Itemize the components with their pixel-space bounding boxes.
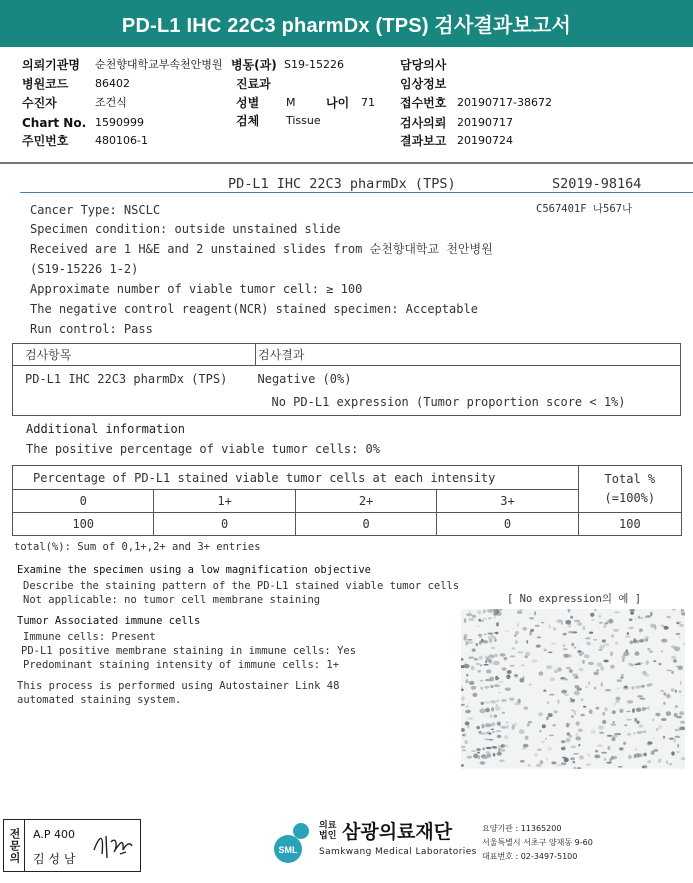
report-body (10, 172, 693, 800)
result-item: PD-L1 IHC 22C3 pharmDx (TPS) (13, 366, 256, 416)
hospital-code-value: 86402 (95, 77, 130, 90)
result-col-item-header: 검사항목 (13, 344, 256, 366)
ward-value: S19-15226 (284, 58, 344, 71)
hospital-code-label: 병원코드 (22, 77, 69, 91)
total-header (578, 466, 681, 513)
image-caption: [ No expression의 예 ] (507, 593, 642, 605)
result-col-result-header: 검사결과 (256, 344, 681, 366)
case-number: S2019-98164 (552, 176, 642, 192)
block-id: C567401F 나567나 (536, 203, 633, 215)
examine-heading: Examine the specimen using a low magnification objective (17, 564, 372, 576)
ap-number: A.P 400 (33, 828, 75, 841)
value-0: 100 (13, 513, 154, 536)
sex-value: M (286, 96, 296, 109)
level-1plus: 1+ (154, 490, 295, 513)
examine-line-1: Describe the staining pattern of the PD-L1 stained viable tumor cells (23, 580, 460, 592)
age-value: 71 (361, 96, 375, 109)
clinical-info-label: 임상정보 (400, 77, 447, 91)
signature-mark (90, 828, 136, 862)
immune-line-2: PD-L1 positive membrane staining in immune cells: Yes (21, 645, 357, 657)
sex-label: 성별 (236, 96, 260, 110)
patient-header (0, 50, 693, 168)
immune-heading: Tumor Associated immune cells (17, 615, 201, 627)
specialist-label: 전문의 (8, 827, 21, 864)
chart-label: Chart No. (22, 116, 87, 130)
cancer-type: Cancer Type: NSCLC (30, 203, 161, 217)
value-3plus: 0 (437, 513, 578, 536)
ward-label: 병동(과) (231, 58, 277, 72)
ncr-result: The negative control reagent(NCR) stained specimen: Acceptable (30, 302, 478, 316)
receipt-value: 20190717-38672 (457, 96, 552, 109)
doctor-label: 담당의사 (400, 58, 447, 72)
result-detail: No PD-L1 expression (Tumor proportion score < 1%) (271, 395, 626, 409)
total-header-2: (=100%) (604, 491, 656, 505)
address: 서울특별시 서초구 양재동 9-60 (482, 838, 593, 847)
value-2plus: 0 (295, 513, 436, 536)
result-table (12, 343, 681, 416)
immune-line-3: Predominant staining intensity of immune cells: 1+ (23, 659, 340, 671)
report-title: PD-L1 IHC 22C3 pharmDx (TPS) 검사결과보고서 (0, 0, 693, 47)
id-value: 480106-1 (95, 134, 148, 147)
level-2plus: 2+ (295, 490, 436, 513)
intensity-table (12, 465, 682, 536)
specimen-condition: Specimen condition: outside unstained slide (30, 222, 341, 236)
phone: 대표번호 : 02-3497-5100 (482, 852, 578, 861)
received-slides-ref: (S19-15226 1-2) (30, 262, 139, 276)
doctor-name: 김 성 남 (33, 852, 76, 866)
org-type-1: 의료 (319, 821, 337, 831)
logo-text: SML (278, 845, 298, 855)
org-type-2: 법인 (319, 831, 337, 841)
process-line-2: automated staining system. (17, 694, 182, 706)
org-name: 삼광의료재단 (342, 821, 453, 843)
heading-rule (20, 192, 693, 193)
org-contact (482, 822, 593, 864)
run-control: Run control: Pass (30, 322, 153, 336)
value-total: 100 (578, 513, 681, 536)
id-label: 주민번호 (22, 134, 69, 148)
report-date-label: 결과보고 (400, 134, 447, 148)
result-value: Negative (0%) (257, 372, 352, 386)
viable-tumor-cells: Approximate number of viable tumor cell: ≥ 100 (30, 282, 363, 296)
additional-heading: Additional information (26, 422, 185, 436)
signature-box (3, 819, 141, 872)
recipient-label: 수진자 (22, 96, 57, 110)
additional-line: The positive percentage of viable tumor cells: 0% (26, 442, 381, 456)
institution-label: 의뢰기관명 (22, 58, 80, 72)
received-slides: Received are 1 H&E and 2 unstained slides from 순천향대학교 천안병원 (30, 242, 493, 256)
immune-line-1: Immune cells: Present (23, 631, 156, 643)
intensity-header: Percentage of PD-L1 stained viable tumor cells at each intensity (13, 466, 579, 490)
footer (0, 810, 693, 883)
report-heading: PD-L1 IHC 22C3 pharmDx (TPS) (228, 176, 456, 192)
examine-line-2: Not applicable: no tumor cell membrane staining (23, 594, 321, 606)
result-cell (256, 366, 681, 416)
care-code: 요양기관 : 11365200 (482, 824, 562, 833)
process-line-1: This process is performed using Autostainer Link 48 (17, 680, 340, 692)
request-label: 검사의뢰 (400, 116, 447, 130)
specimen-value: Tissue (286, 114, 321, 127)
staining-sample-image (461, 609, 685, 769)
sml-logo-icon (270, 820, 316, 866)
chart-value: 1590999 (95, 116, 144, 129)
report-date-value: 20190724 (457, 134, 513, 147)
org-name-en: Samkwang Medical Laboratories (319, 847, 477, 857)
recipient-value: 조건식 (95, 96, 127, 109)
org-type (319, 821, 336, 841)
specimen-label: 검체 (236, 114, 260, 128)
request-value: 20190717 (457, 116, 513, 129)
age-label: 나이 (326, 96, 350, 110)
total-note: total(%): Sum of 0,1+,2+ and 3+ entries (14, 541, 261, 553)
value-1plus: 0 (154, 513, 295, 536)
level-3plus: 3+ (437, 490, 578, 513)
institution-value: 순천향대학교부속천안병원 (95, 58, 223, 71)
specialist-cell (4, 820, 25, 871)
level-0: 0 (13, 490, 154, 513)
header-divider (0, 162, 693, 164)
receipt-label: 접수번호 (400, 96, 447, 110)
department-label: 진료과 (236, 77, 271, 91)
total-header-1: Total % (604, 472, 656, 486)
